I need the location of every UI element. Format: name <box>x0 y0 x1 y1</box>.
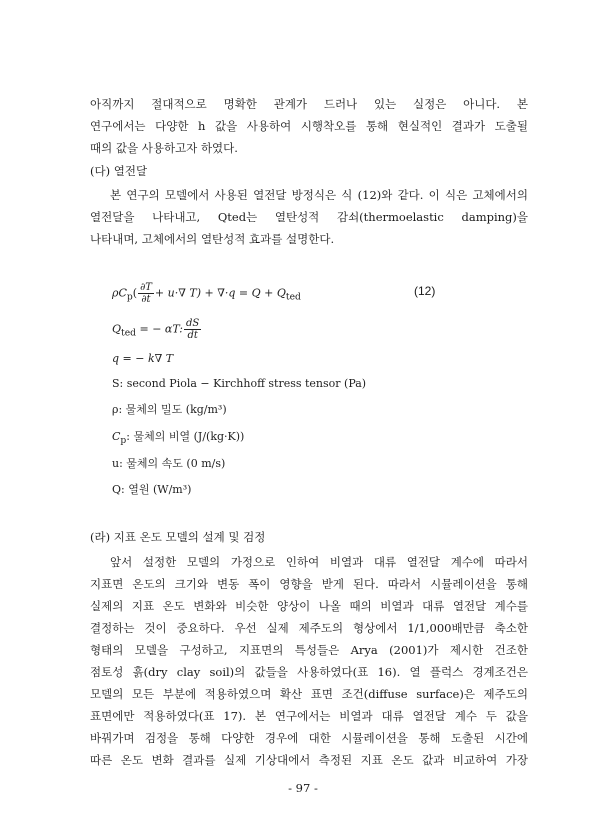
page-number: - 97 - <box>288 781 318 795</box>
eq-subscript: ted <box>121 327 136 339</box>
text-line: 바꿔가며 검정을 통해 다양한 경우에 대한 시뮬레이션을 통해 도출된 시간에 <box>90 731 528 745</box>
text-line: 따른 온도 변화 결과를 실제 기상대에서 측정된 지표 온도 값과 비교하여 가장 <box>90 753 528 767</box>
fraction-denominator: dt <box>187 330 198 341</box>
fraction-numerator: ∂T <box>140 282 152 293</box>
fraction-numerator: dS <box>186 318 200 329</box>
eq-term: Q <box>112 322 122 336</box>
text-line: 표면에만 적용하였다(표 17). 본 연구에서는 비열과 대류 열전달 계수 두 값을 <box>90 709 528 723</box>
text-line: 지표면 온도의 크기와 변동 폭이 영향을 받게 된다. 따라서 시뮬레이션을 통해 <box>90 577 528 591</box>
text-line: 형태의 모델을 구성하고, 지표면의 특성들은 Arya (2001)가 제시한 건조한 <box>90 643 528 657</box>
text-line: 점토성 흙(dry clay soil)의 값들을 사용하였다(표 16). 열 플럭스 경계조건은 <box>90 665 528 679</box>
heat-flux-line <box>112 350 173 368</box>
eq-term: ρC <box>112 286 127 300</box>
specific-heat-line <box>112 428 244 450</box>
text-line: 연구에서는 다양한 h 값을 사용하여 시행착오를 통해 현실적인 결과가 도출될 <box>90 119 528 133</box>
eq-subscript: ted <box>285 291 301 303</box>
density-line: ρ: 물체의 밀도 (kg/m³) <box>112 403 227 416</box>
section-heading-heat-transfer: (다) 열전달 <box>90 164 148 178</box>
text-line: 모델의 모든 부분에 적용하였으며 확산 표면 조건(diffuse surface)은 제주도의 <box>90 687 528 701</box>
text-line: 아직까지 절대적으로 명확한 관계가 드러나 있는 실정은 아니다. 본 <box>90 97 528 111</box>
eq-subscript: p <box>126 291 133 303</box>
stress-tensor-line: S: second Piola − Kirchhoff stress tensor (Pa) <box>112 377 367 390</box>
text-line: 결정하는 것이 중요하다. 우선 실제 제주도의 형상에서 1/1,000배만큼 축소한 <box>90 621 528 635</box>
text-line: 실제의 지표 온도 변화와 비슷한 양상이 나올 때의 비열과 대류 열전달 계수를 <box>90 599 528 613</box>
text-line: 때의 값을 사용하고자 하였다. <box>90 141 238 155</box>
text-line: 나타내며, 고체에서의 열탄성적 효과를 설명한다. <box>90 232 335 246</box>
text-line: 앞서 설정한 모델의 가정으로 인하여 비열과 대류 열전달 계수에 따라서 <box>110 555 528 569</box>
derivative-fraction <box>184 318 201 341</box>
velocity-line: u: 물체의 속도 (0 m/s) <box>112 457 226 470</box>
eq-term: ( <box>132 286 138 300</box>
partial-fraction <box>138 282 154 305</box>
eq-term: : 물체의 비열 (J/(kg·K)) <box>126 430 245 443</box>
surface-temp-paragraph <box>90 551 528 771</box>
heat-transfer-paragraph <box>90 184 528 250</box>
ted-equation-line <box>112 318 202 343</box>
text-line: 본 연구의 모델에서 사용된 열전달 방정식은 식 (12)와 같다. 이 식은 고체에서의 <box>110 188 528 202</box>
section-heading-surface-temp-model: (라) 지표 온도 모델의 설계 및 검정 <box>90 530 266 544</box>
eq-subscript: p <box>120 435 127 447</box>
eq-term: + u·∇ T) + ∇·q = Q + Q <box>154 286 286 300</box>
eq-term: = − αT: <box>136 322 184 336</box>
intro-paragraph <box>90 93 528 159</box>
fraction-denominator: ∂t <box>141 294 151 305</box>
heat-equation-line <box>112 282 301 307</box>
eq-term: C <box>112 430 121 443</box>
heat-source-line: Q: 열원 (W/m³) <box>112 483 192 496</box>
eq-term: q = − k∇ T <box>112 352 174 365</box>
equation-number: (12) <box>414 284 436 298</box>
text-line: 열전달을 나타내고, Qted는 열탄성적 감쇠(thermoelastic damping)을 <box>90 210 528 224</box>
